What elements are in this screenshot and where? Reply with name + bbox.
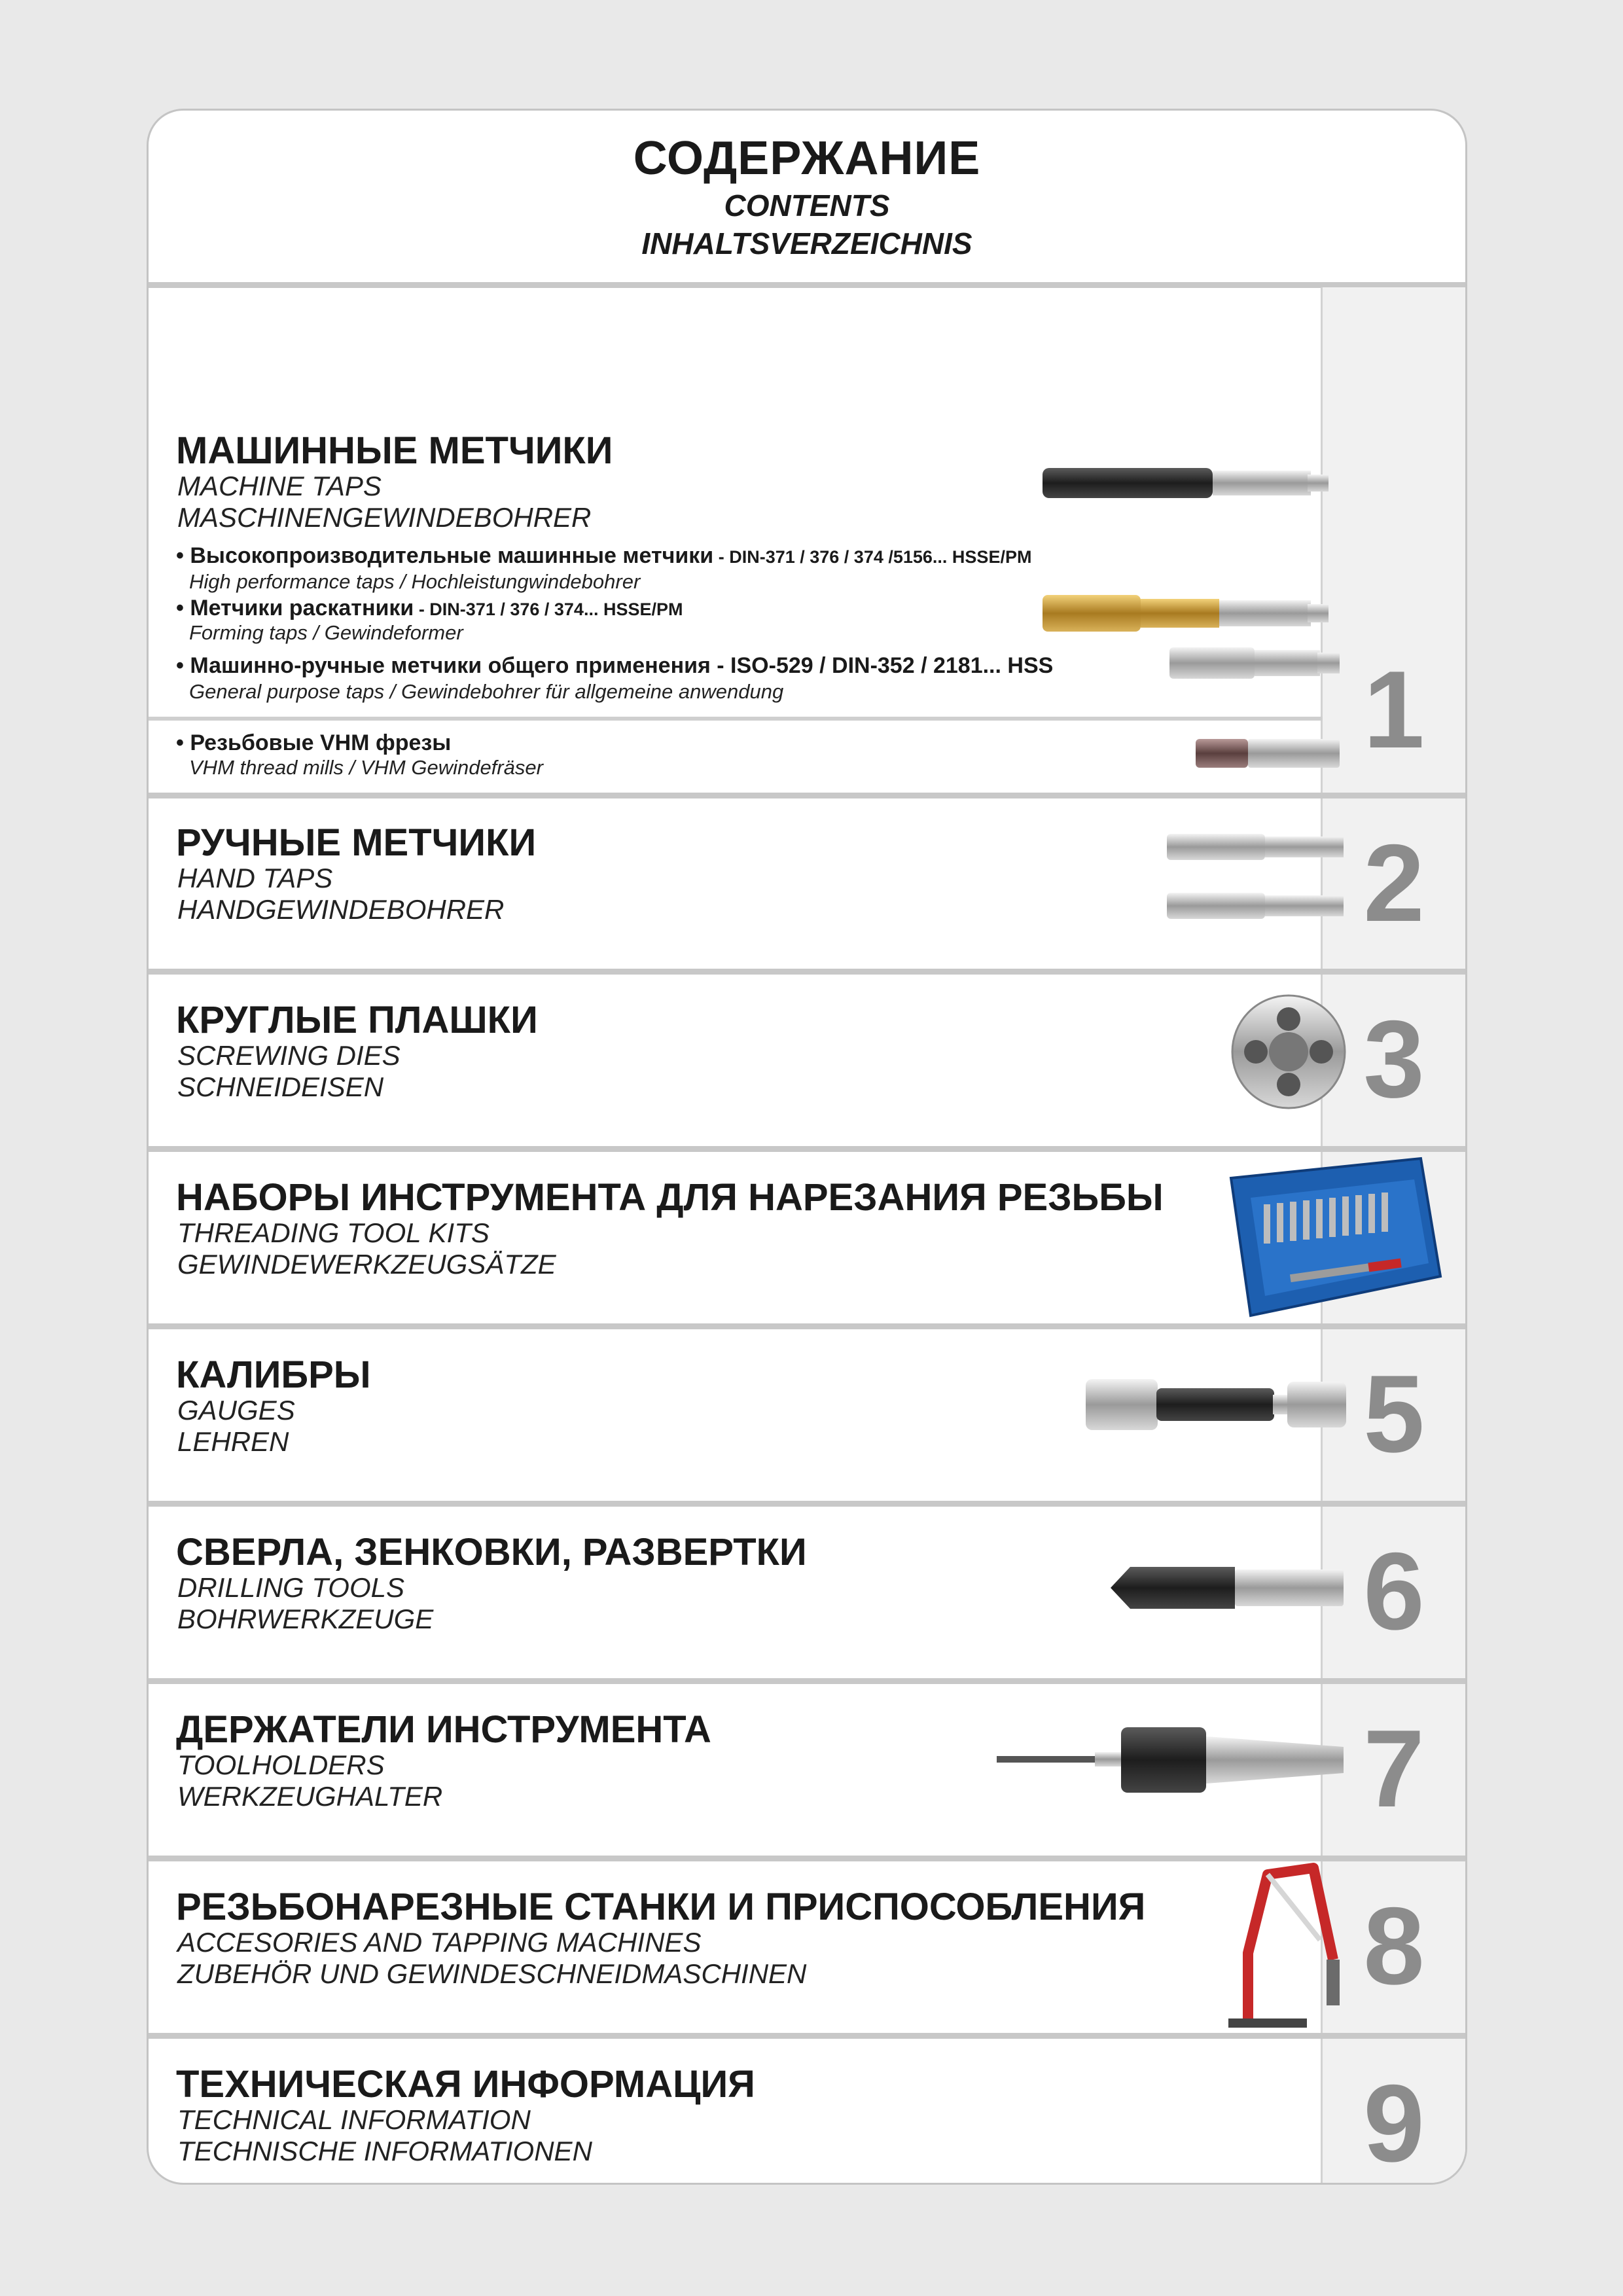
section-title: МАШИННЫЕ МЕТЧИКИ <box>176 429 613 472</box>
section-gauges[interactable] <box>149 1329 1465 1501</box>
item-translation: Forming taps / Gewindeformer <box>189 621 463 644</box>
section-subtitle-en: TOOLHOLDERS <box>177 1749 385 1780</box>
contents-page <box>147 109 1467 2185</box>
section-number: 1 <box>1363 648 1425 771</box>
section-subtitle-de: ZUBEHÖR UND GEWINDESCHNEIDMASCHINEN <box>177 1958 807 1989</box>
general-tap-image <box>1169 643 1341 683</box>
machine-tap-image <box>1043 461 1330 505</box>
tapping-machine-image <box>1222 1861 1346 2033</box>
section-divider <box>149 793 1465 798</box>
item-label: • Резьбовые VHM фрезы <box>176 730 452 755</box>
section-title: РУЧНЫЕ МЕТЧИКИ <box>176 821 537 864</box>
list-item-general-purpose-taps[interactable] <box>176 653 1053 680</box>
item-spec: - DIN-371 / 376 / 374... HSSE/PM <box>414 600 683 619</box>
section-subtitle-de: HANDGEWINDEBOHRER <box>177 894 505 925</box>
section-subtitle-de: WERKZEUGHALTER <box>177 1781 443 1812</box>
section-number: 2 <box>1363 821 1425 944</box>
page-title: СОДЕРЖАНИЕ <box>633 132 981 185</box>
section-threading-tool-kits[interactable] <box>149 1152 1465 1323</box>
subsection-divider <box>149 717 1323 721</box>
section-subtitle-en: GAUGES <box>177 1395 295 1426</box>
section-title: НАБОРЫ ИНСТРУМЕНТА ДЛЯ НАРЕЗАНИЯ РЕЗЬБЫ <box>176 1176 1164 1219</box>
section-divider <box>149 969 1465 975</box>
hand-tap-image <box>1167 827 1344 925</box>
gauge-image <box>1086 1369 1347 1441</box>
section-number: 5 <box>1363 1352 1425 1475</box>
section-number: 3 <box>1363 997 1425 1121</box>
section-subtitle-de: LEHREN <box>177 1426 289 1457</box>
page-title-en: CONTENTS <box>724 188 890 223</box>
page-title-de: INHALTSVERZEICHNIS <box>641 226 972 260</box>
section-number: 9 <box>1363 2062 1425 2185</box>
section-divider <box>149 2033 1465 2039</box>
section-toolholders[interactable] <box>149 1684 1465 1856</box>
section-subtitle-en: TECHNICAL INFORMATION <box>177 2104 531 2135</box>
section-number: 8 <box>1363 1884 1425 2007</box>
section-subtitle-de: TECHNISCHE INFORMATIONEN <box>177 2136 592 2166</box>
section-divider <box>149 1323 1465 1329</box>
section-screwing-dies[interactable] <box>149 975 1465 1146</box>
section-title: КРУГЛЫЕ ПЛАШКИ <box>176 999 538 1041</box>
section-subtitle-en: HAND TAPS <box>177 863 333 893</box>
section-subtitle-de: BOHRWERKZEUGE <box>177 1604 434 1634</box>
section-hand-taps[interactable] <box>149 798 1465 969</box>
section-subtitle-en: DRILLING TOOLS <box>177 1572 404 1603</box>
section-subtitle-en: ACCESORIES AND TAPPING MACHINES <box>177 1927 702 1958</box>
section-tapping-machines[interactable] <box>149 1861 1465 2033</box>
item-label: • Высокопроизводительные машинные метчики <box>176 543 714 568</box>
list-item-high-performance-taps[interactable] <box>176 543 1031 570</box>
drill-image <box>1111 1562 1346 1614</box>
section-title: ДЕРЖАТЕЛИ ИНСТРУМЕНТА <box>176 1708 711 1751</box>
thread-mill-image <box>1196 734 1341 773</box>
section-divider <box>149 1856 1465 1861</box>
section-title: ТЕХНИЧЕСКАЯ ИНФОРМАЦИЯ <box>176 2063 755 2106</box>
contents-header <box>149 111 1465 283</box>
item-label: • Машинно-ручные метчики общего применения - ISO-529 / DIN-352 / 2181... HSS <box>176 653 1054 678</box>
section-title: СВЕРЛА, ЗЕНКОВКИ, РАЗВЕРТКИ <box>176 1531 807 1573</box>
section-subtitle-de: SCHNEIDEISEN <box>177 1071 384 1102</box>
section-divider <box>149 1678 1465 1684</box>
section-subtitle-de: GEWINDEWERKZEUGSÄTZE <box>177 1249 556 1280</box>
die-image <box>1230 993 1347 1111</box>
section-technical-information[interactable] <box>149 2039 1465 2185</box>
section-drilling-tools[interactable] <box>149 1507 1465 1678</box>
section-title: РЕЗЬБОНАРЕЗНЫЕ СТАНКИ И ПРИСПОСОБЛЕНИЯ <box>176 1886 1146 1928</box>
section-divider <box>149 1501 1465 1507</box>
section-machine-taps[interactable] <box>149 287 1465 793</box>
section-subtitle-en: SCREWING DIES <box>177 1040 401 1071</box>
item-translation: VHM thread mills / VHM Gewindefräser <box>189 756 543 779</box>
toolholder-image <box>997 1721 1346 1799</box>
item-spec: - DIN-371 / 376 / 374 /5156... HSSE/PM <box>713 547 1032 567</box>
section-number: 7 <box>1363 1707 1425 1830</box>
item-label: • Метчики раскатники <box>176 596 414 620</box>
forming-tap-image <box>1043 590 1330 637</box>
item-translation: General purpose taps / Gewindebohrer für allgemeine anwendung <box>189 680 784 703</box>
item-translation: High performance taps / Hochleistungwindebohrer <box>189 570 641 593</box>
section-divider <box>149 1146 1465 1152</box>
section-subtitle-en: THREADING TOOL KITS <box>177 1217 490 1248</box>
list-item-forming-taps[interactable] <box>176 595 683 622</box>
section-subtitle-en: MACHINE TAPS <box>177 471 382 501</box>
section-title: КАЛИБРЫ <box>176 1354 371 1396</box>
list-item-vhm-thread-mills[interactable] <box>176 730 451 756</box>
section-subtitle-de: MASCHINENGEWINDEBOHRER <box>177 502 592 533</box>
tool-kit-image <box>1224 1152 1447 1322</box>
section-number: 6 <box>1363 1530 1425 1653</box>
